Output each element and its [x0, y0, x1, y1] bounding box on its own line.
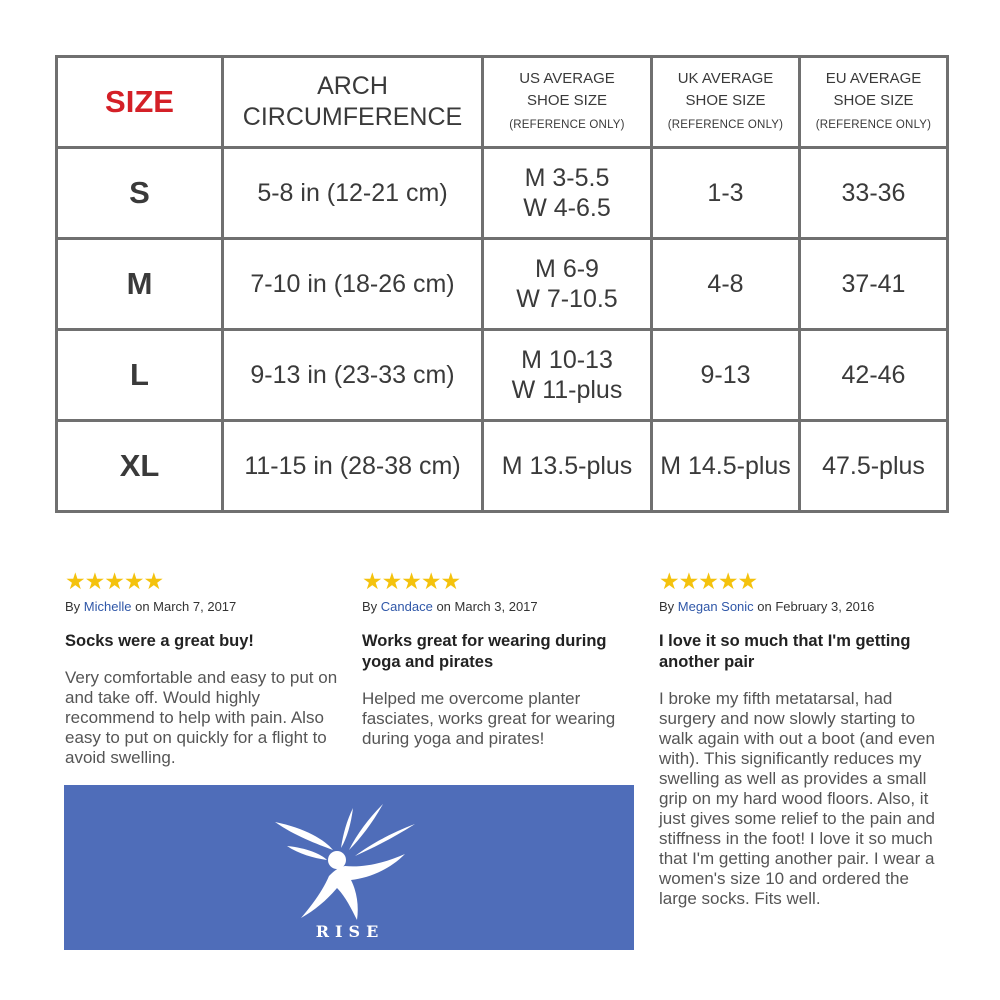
- size-row-m: [57, 239, 948, 330]
- header-us: [483, 57, 652, 148]
- header-size-label: SIZE: [105, 84, 174, 119]
- review-card-michelle: [65, 568, 345, 768]
- header-us-line2: SHOE SIZE: [526, 92, 608, 109]
- header-eu-line2: SHOE SIZE: [833, 92, 914, 109]
- byline-prefix: By: [65, 599, 84, 614]
- size-cell: L: [57, 330, 223, 421]
- eu-cell: 42-46: [800, 330, 948, 421]
- uk-cell: M 14.5-plus: [652, 421, 800, 512]
- eu-cell: 33-36: [800, 148, 948, 239]
- arch-cell: 9-13 in (23-33 cm): [223, 330, 483, 421]
- star-rating-icon: ★★★★★: [65, 568, 164, 594]
- uk-cell: 9-13: [652, 330, 800, 421]
- eu-cell: 37-41: [800, 239, 948, 330]
- review-date: on March 3, 2017: [432, 599, 538, 614]
- header-arch-line2: CIRCUMFERENCE: [242, 103, 463, 131]
- header-uk-ref: (REFERENCE ONLY): [667, 119, 784, 131]
- header-eu: [800, 57, 948, 148]
- us-men: M 6-9: [535, 255, 599, 283]
- size-cell: S: [57, 148, 223, 239]
- us-cell: [483, 239, 652, 330]
- us-men: M 13.5-plus: [501, 452, 633, 480]
- star-rating-icon: ★★★★★: [659, 568, 758, 594]
- size-cell: XL: [57, 421, 223, 512]
- review-byline: [65, 599, 345, 614]
- header-size: [57, 57, 223, 148]
- review-byline: [362, 599, 632, 614]
- arch-cell: 5-8 in (12-21 cm): [223, 148, 483, 239]
- us-women: W 7-10.5: [516, 285, 618, 313]
- review-byline: [659, 599, 935, 614]
- review-date: on February 3, 2016: [753, 599, 875, 614]
- byline-prefix: By: [659, 599, 678, 614]
- header-arch: [223, 57, 483, 148]
- us-cell: [483, 421, 652, 512]
- us-men: M 3-5.5: [524, 164, 610, 192]
- header-uk-line2: SHOE SIZE: [685, 92, 766, 109]
- review-author-link[interactable]: Michelle: [83, 599, 132, 614]
- review-author-link[interactable]: Megan Sonic: [677, 599, 754, 614]
- header-eu-line1: EU AVERAGE: [825, 70, 922, 87]
- star-rating-icon: ★★★★★: [362, 568, 461, 594]
- header-arch-line1: ARCH: [317, 72, 388, 100]
- us-women: W 4-6.5: [523, 194, 611, 222]
- eu-cell: 47.5-plus: [800, 421, 948, 512]
- review-body: Helped me overcome planter fasciates, works great for wearing during yoga and pirates!: [362, 689, 616, 748]
- review-title: Works great for wearing during yoga and pirates: [362, 632, 607, 671]
- size-cell: M: [57, 239, 223, 330]
- header-uk: [652, 57, 800, 148]
- review-body: Very comfortable and easy to put on and take off. Would highly recommend to help with pain. Also easy to put on quickly for a flight to avoid swelling.: [65, 668, 338, 767]
- us-cell: [483, 148, 652, 239]
- size-chart-header-row: [57, 57, 948, 148]
- review-title: Socks were a great buy!: [65, 632, 254, 650]
- arch-cell: 7-10 in (18-26 cm): [223, 239, 483, 330]
- us-men: M 10-13: [521, 346, 613, 374]
- us-cell: [483, 330, 652, 421]
- review-title: I love it so much that I'm getting another pair: [659, 632, 911, 671]
- size-row-l: [57, 330, 948, 421]
- review-body: I broke my fifth metatarsal, had surgery and now slowly starting to walk again with out a boot (and even with). This significantly reduces my swelling as well as provides a small grip on my hard wood floors. Also, it just gives some relief to the pain and stiffness in the foot! I love it so much that I'm getting another pair. I wear a women's size 10 and ordered the large socks. Fits well.: [659, 689, 935, 908]
- header-us-line1: US AVERAGE: [519, 70, 615, 87]
- us-women: W 11-plus: [511, 376, 623, 404]
- header-us-ref: (REFERENCE ONLY): [509, 119, 625, 131]
- uk-cell: 4-8: [652, 239, 800, 330]
- size-row-xl: [57, 421, 948, 512]
- header-eu-ref: (REFERENCE ONLY): [815, 119, 932, 131]
- review-author-link[interactable]: Candace: [380, 599, 433, 614]
- arch-cell: 11-15 in (28-38 cm): [223, 421, 483, 512]
- byline-prefix: By: [362, 599, 381, 614]
- size-row-s: [57, 148, 948, 239]
- uk-cell: 1-3: [652, 148, 800, 239]
- size-chart-table: [55, 55, 949, 513]
- rise-logo-text: RISE: [315, 922, 385, 941]
- review-date: on March 7, 2017: [131, 599, 237, 614]
- review-card-candace: [362, 568, 632, 749]
- review-card-megan-sonic: [659, 568, 935, 909]
- header-uk-line1: UK AVERAGE: [677, 70, 774, 87]
- rise-figure-logo-icon: [265, 800, 425, 940]
